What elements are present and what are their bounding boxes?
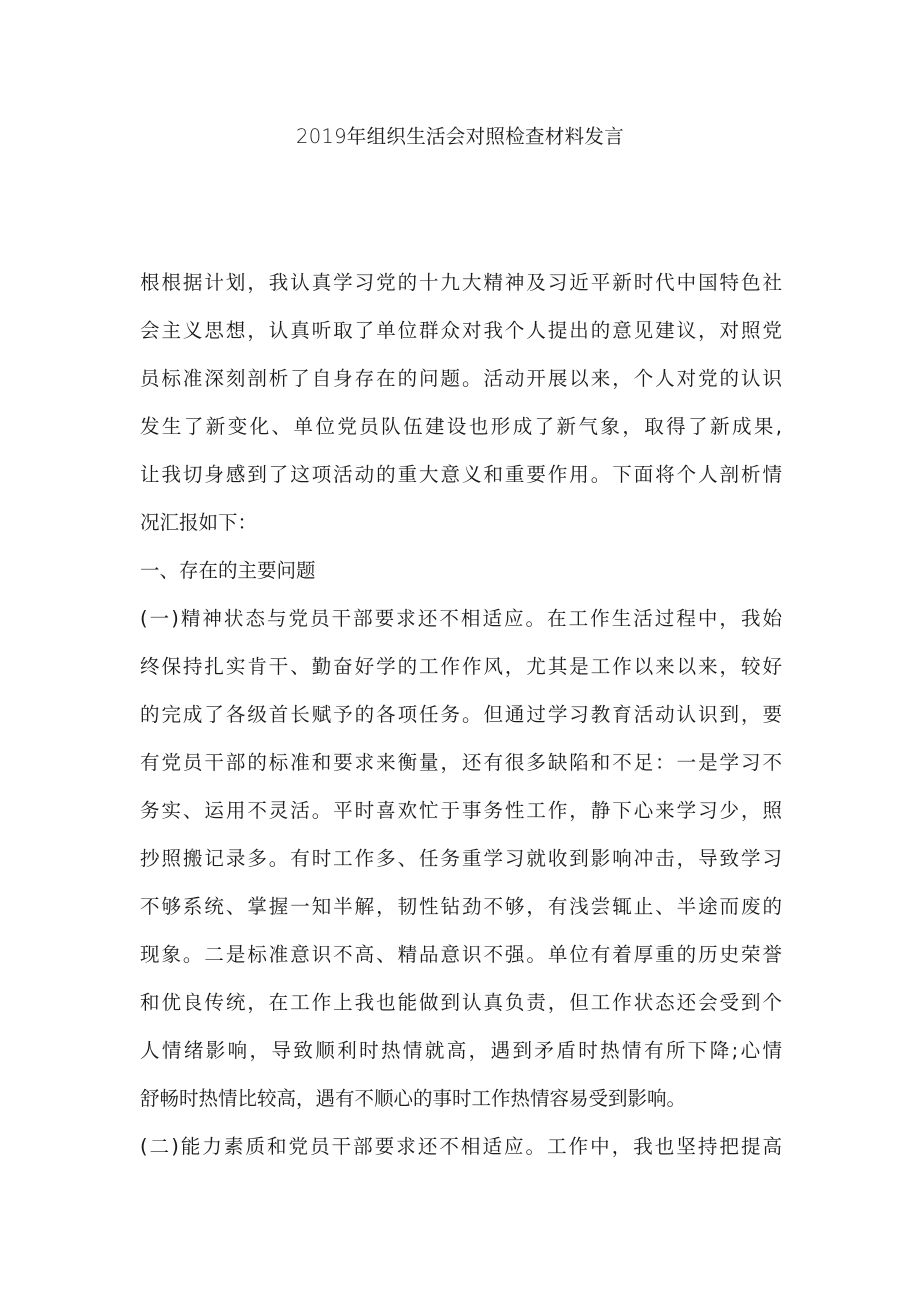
- body-line: 根根据计划，我认真学习党的十九大精神及习近平新时代中国特色社: [140, 271, 782, 294]
- body-line: (一)精神状态与党员干部要求还不相适应。在工作生活过程中，我始: [140, 607, 782, 630]
- body-line: 务实、运用不灵活。平时喜欢忙于事务性工作，静下心来学习少，照: [140, 799, 782, 822]
- body-line: 现象。二是标准意识不高、精品意识不强。单位有着厚重的历史荣誉: [140, 943, 782, 966]
- body-line: 况汇报如下：: [140, 511, 258, 534]
- section-heading: 一、存在的主要问题: [140, 559, 316, 582]
- body-line: 的完成了各级首长赋予的各项任务。但通过学习教育活动认识到，要: [140, 703, 782, 726]
- document-body: [140, 259, 782, 1171]
- body-line: 发生了新变化、单位党员队伍建设也形成了新气象，取得了新成果,: [140, 415, 782, 438]
- body-line: 抄照搬记录多。有时工作多、任务重学习就收到影响冲击，导致学习: [140, 847, 782, 870]
- body-line: 舒畅时热情比较高，遇有不顺心的事时工作热情容易受到影响。: [140, 1087, 687, 1110]
- document-title: 2019年组织生活会对照检查材料发言: [295, 125, 625, 148]
- body-line: 员标准深刻剖析了自身存在的问题。活动开展以来，个人对党的认识: [140, 367, 782, 390]
- body-line: 和优良传统，在工作上我也能做到认真负责，但工作状态还会受到个: [140, 991, 782, 1014]
- body-line: 不够系统、掌握一知半解，韧性钻劲不够，有浅尝辄止、半途而废的: [140, 895, 782, 918]
- body-line: 终保持扎实肯干、勤奋好学的工作作风，尤其是工作以来以来，较好: [140, 655, 782, 678]
- body-line: 有党员干部的标准和要求来衡量，还有很多缺陷和不足：一是学习不: [140, 751, 782, 774]
- body-line: 人情绪影响，导致顺利时热情就高，遇到矛盾时热情有所下降;心情: [140, 1039, 782, 1062]
- body-line: 会主义思想，认真听取了单位群众对我个人提出的意见建议，对照党: [140, 319, 782, 342]
- body-line: 让我切身感到了这项活动的重大意义和重要作用。下面将个人剖析情: [140, 463, 782, 486]
- body-line: (二)能力素质和党员干部要求还不相适应。工作中，我也坚持把提高: [140, 1135, 782, 1158]
